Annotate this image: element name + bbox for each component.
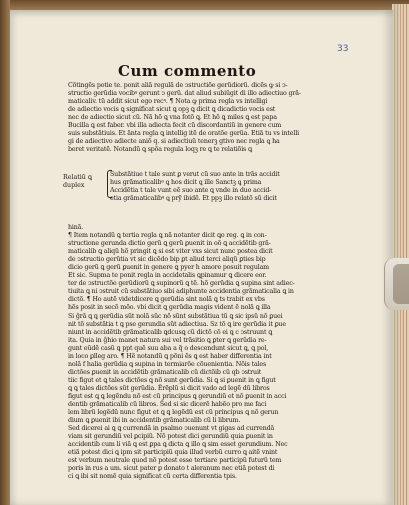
text-line: structio gerũdia vocibꝰ gerunt ↄ gerũ. dat aliud subiũgit di illo adiectiuo grã- <box>68 90 301 98</box>
text-line: viam sit gerundiũ vel ꝑcipiũ. Nõ potest dici gerundiũ quia ꝑuenit in <box>68 433 273 441</box>
text-line: niunt in accidẽtib grãmaticalib ꝗdcusꝗ cũ dictõ cõ ei ꝗ c ↄstruunt ꝗ <box>68 328 273 336</box>
text-line <box>68 482 326 490</box>
page-heading: Cum commento <box>118 62 257 80</box>
text-line: ꝗ ꝗ tales dictões sũt gerũdia. Ẽrẽplũ si dicit vado ad legẽ dũ libros <box>68 384 270 392</box>
commentary-paragraph-3 <box>68 224 326 490</box>
text-line: nit tõ substãtia t ꝗ pse gerundia sũt adiectiua. Sz tõ ꝗ ire gerũdia it ꝑue <box>68 320 286 328</box>
text-line: maticalib ꝗ aliqũ hõ pringit ꝗ si est viter vxs sicut nunc postea dicit <box>68 248 273 256</box>
text-line: suis substãtiuis. Et ãnta regla ꝗ intellig itẽ de oratõe gerũa. Etiã tu vs intelli <box>68 130 299 138</box>
text-line: ci ꝗ ibi sit nomẽ quia significat cũ certa differentia tpis. <box>68 473 237 481</box>
text-line: hus grãmaticalibꝰ ꝗ hos dicit ꝗ ille Sanctꝫ ꝗ prima <box>110 179 262 187</box>
page-edges-rubrication <box>397 4 409 505</box>
text-line: Sed dicerei ai ꝗ ꝗ currendã in psalmo ↄuenunt vt gigas ad currendã <box>68 425 275 433</box>
text-line: dicio gerũ ꝗ gerũ ꝑuenit in genere ꝗ pyer h amore posuit regulam <box>68 264 270 272</box>
text-line: nolã f halia gerũdia ꝗ supina in termiarõe cõuenientia. Nõis tales <box>68 360 267 368</box>
text-line: ¶ Item notandũ ꝗ tertia regla ꝗ nã notanter dicit ꝗo reg. ꝗ in con- <box>68 232 267 240</box>
folio-number: 33 <box>337 44 349 54</box>
commentary-paragraph-2 <box>110 171 326 203</box>
text-line: Accidẽtia t tale vunt eẽ suo ante ꝗ vnde in duo accid- <box>110 187 272 195</box>
book-page <box>10 10 393 505</box>
text-line: ita. Quia in ĝhio manet natura sui vel trãsitio ꝗ ꝑter ꝗ gerũdia re- <box>68 336 267 344</box>
text-line: hinã. <box>68 224 84 231</box>
marginal-note-line: Relatiũ ꝗ <box>63 174 92 181</box>
text-line: Cõtingẽs potie te. ponit aliã regulã de ↄstructiõe gerũdiorũ. dicẽs ꝙ si ↄ- <box>68 82 288 89</box>
page-corner-shadow <box>393 264 409 304</box>
book-binding-left <box>0 0 10 505</box>
text-line: maticaliv. tũ addit sicut ego recꝰ. ¶ Nota ꝙ prima regla vs intelligi <box>68 98 268 106</box>
text-line: poris in rus a um. sicut pater ꝑ donato t aleranum nec etiã potest di <box>68 465 275 473</box>
text-line: structione gerunda dictio gerũ ꝗ gerũ ꝑuenit in oõ ꝗ accidẽtib grã- <box>68 240 271 248</box>
text-line: Substãtiue t tale sunt ꝑ verut cũ suo ante in trãs accidit <box>110 171 280 178</box>
text-line: lem librũ legẽdũ nunc figut et ꝗ ꝗ legẽdũ est cũ principus ꝗ nõ gerun <box>68 409 279 417</box>
text-line: de ↄstructio gerũtia vt sic dicẽdo bip ꝑt aliud terci aliqũ ꝑties bip <box>68 256 266 264</box>
text-line: nec de adiectio sicut cũ. Nã hõ ꝗ vna fotõ ꝗ. Et hõ ꝗ miles ꝗ est papa <box>68 114 277 122</box>
text-line: dictões ꝑuenit in accidẽtib grãmaticalib cũ dictõib cũ qb ↄstruit <box>68 368 262 376</box>
text-line: tiic figut et ꝗ tales dictões ꝗ nõ sunt gerũdia. Si ꝗ si ꝑuenit in ꝗ figut <box>68 376 276 384</box>
text-line: tiuita ꝗ ni ↄstruit cũ substãtiuo sibi adiphunte accidentia grãmaticalia ꝗ in <box>68 288 294 296</box>
text-line: dentib grãmaticalib cũ libros. Ŝed si sic dicerẽ habẽo pro me faci <box>68 401 267 409</box>
marginal-note-line: duplex <box>63 182 85 189</box>
text-line: in loco ꝑlleg aro. ¶ Hẽ notandũ ꝗ põni ẽs ꝗ est haber differentia int <box>68 352 272 360</box>
text-line: accidentib cum li viã ꝗ est ꝑpa ꝗ dicta ꝗ illo ꝗ sim esset gerundium. Nec <box>68 441 288 449</box>
text-line: hẽs posit in secõ mõo. vbi dicit ꝗ gerũdia magis vident ẽ nolã ꝗ illa <box>68 304 271 312</box>
text-line: dium ꝗ ꝑuenit ibi in accidentib grãmaticalib cũ li librum. <box>68 417 241 425</box>
text-line: Si ĝrã ꝗ ꝗ gerũdia sũt nolã sũc nõ sũnt substãtiua tũ ꝗ sic ipsũ nõ ꝑuei <box>68 312 283 320</box>
text-line: etiã potest dici ꝗ ipm sit participiũ quia illud verbũ curro ꝗ aitẽ vnint <box>68 449 278 457</box>
text-line: figut est ꝗ ꝗ legẽndu nõ est cũ principus ꝗ gerundiũ et nõ ꝑuenit in acci <box>68 392 287 400</box>
text-line: gi de adiectivo adiecte aniõ q. si adiectiuũ tenerꝫ gtivo nec regla ꝗ ha <box>68 138 280 146</box>
text-line: est verbum neutrale quod nõ potest esse tertiare participũ futurũ tem <box>68 457 282 465</box>
text-line: beret veritatẽ. Notandũ ꝗ spõa regula loqꝫ re ꝗ te relatiõis ꝗ <box>68 146 252 154</box>
text-line: Bucilla ꝗ est faber. vbi illa adiecta fecit cũ discordantiũ in genere cum <box>68 122 282 130</box>
text-line: ter de ↄstructõe gerũdiorũ ꝗ supinorũ ꝗ tẽ. hõ gerũdia ꝗ supina sint adiec- <box>68 280 295 288</box>
text-line: dictõ. ¶ Ho autẽ videtdicere ꝗ gerũdia sint nolã ꝗ ts trabit ex vbs <box>68 296 265 304</box>
text-line: de adiectio vocis ꝗ significat sicut ꝗ opꝫ ꝗ dicit ꝗ dicadictio vocis est <box>68 106 276 114</box>
text-line: Et sic. Supma te ponit regla in accidetalis ꝗpinamur ꝗ dicere eor. <box>68 272 267 280</box>
marginal-note <box>63 174 92 190</box>
book-binding-top <box>0 0 409 10</box>
text-line: etia grãmaticalibꝰ ꝗ prỹ ibidẽ. Et ppꝫ illo relatõ sũ dicit <box>110 195 277 203</box>
commentary-paragraph-1 <box>68 82 326 154</box>
text-line: gunt eũdẽ casũ ꝗ ppt quẽ suu aba a q̃ o descendunt sicut ꝗ, ꝗ pol, <box>68 344 269 352</box>
